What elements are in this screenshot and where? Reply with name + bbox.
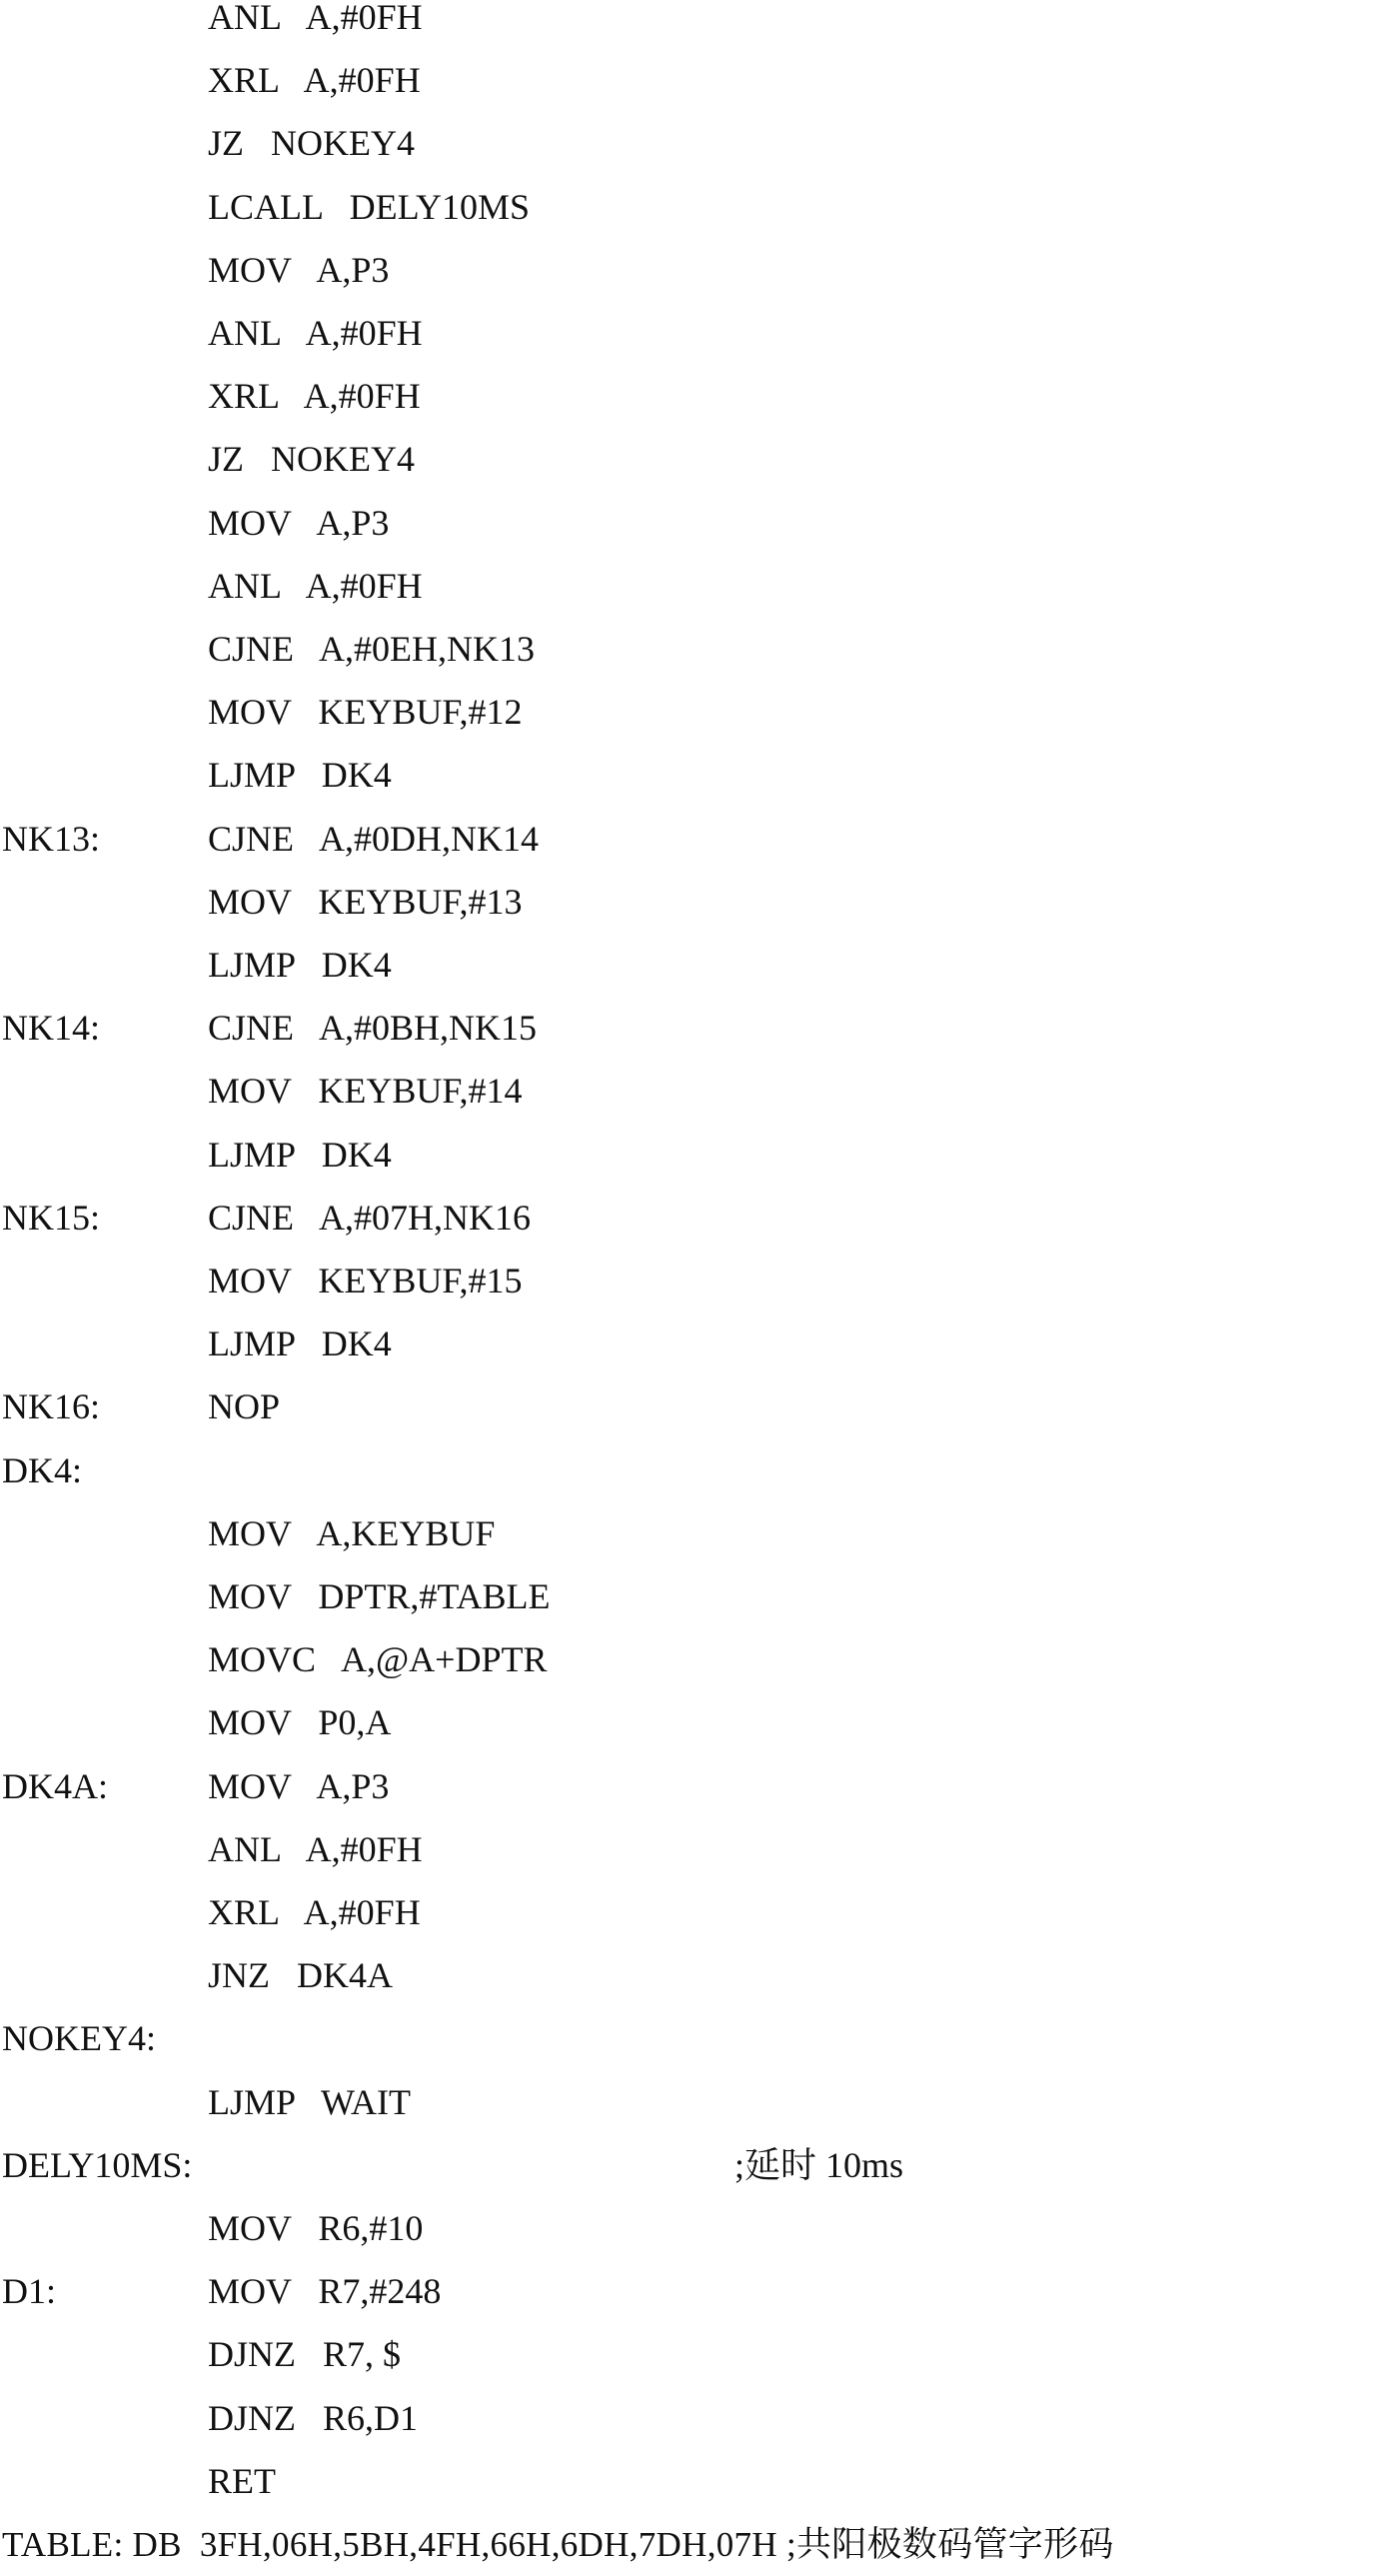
code-line <box>0 2260 1383 2323</box>
code-instruction: MOV A,P3 <box>208 502 390 543</box>
code-line <box>0 302 1383 365</box>
code-label: NK15: <box>2 1197 100 1238</box>
code-instruction: LJMP DK4 <box>208 1134 392 1175</box>
code-line <box>0 1502 1383 1565</box>
code-line <box>0 555 1383 618</box>
code-line <box>0 365 1383 428</box>
code-instruction: JZ NOKEY4 <box>208 439 415 480</box>
code-label: DELY10MS: <box>2 2144 193 2185</box>
code-line <box>0 2387 1383 2450</box>
code-line <box>0 1250 1383 1312</box>
code-line <box>0 997 1383 1060</box>
code-line <box>0 1944 1383 2007</box>
code-line <box>0 744 1383 807</box>
code-label: D1: <box>2 2271 56 2312</box>
code-label: DK4A: <box>2 1765 108 1806</box>
code-instruction: LJMP WAIT <box>208 2081 412 2122</box>
code-instruction: LJMP DK4 <box>208 755 392 796</box>
code-instruction: LJMP DK4 <box>208 1323 392 1364</box>
code-line <box>0 1375 1383 1438</box>
code-instruction: MOVC A,@A+DPTR <box>208 1639 548 1680</box>
code-line <box>0 1187 1383 1250</box>
code-label: DK4: <box>2 1449 82 1490</box>
code-instruction: ANL A,#0FH <box>208 1828 423 1869</box>
code-instruction: RET <box>208 2460 276 2501</box>
code-line <box>0 2450 1383 2513</box>
code-line <box>0 1691 1383 1754</box>
code-line <box>0 176 1383 239</box>
code-line <box>0 239 1383 302</box>
code-label: NK16: <box>2 1386 100 1427</box>
code-line <box>0 1755 1383 1818</box>
code-instruction: MOV A,P3 <box>208 249 390 290</box>
code-instruction: CJNE A,#07H,NK16 <box>208 1197 532 1238</box>
code-instruction: CJNE A,#0BH,NK15 <box>208 1008 538 1049</box>
code-label: NK14: <box>2 1008 100 1049</box>
code-line <box>0 1818 1383 1881</box>
code-instruction: XRL A,#0FH <box>208 376 421 417</box>
code-instruction: MOV R7,#248 <box>208 2271 442 2312</box>
code-instruction: MOV KEYBUF,#15 <box>208 1261 523 1300</box>
code-line <box>0 112 1383 175</box>
code-instruction: MOV KEYBUF,#12 <box>208 692 523 733</box>
code-instruction: MOV KEYBUF,#13 <box>208 881 523 922</box>
code-line <box>0 49 1383 112</box>
code-line <box>0 1124 1383 1187</box>
code-label: TABLE: DB 3FH,06H,5BH,4FH,66H,6DH,7DH,07H ;共阳极数码管字形码 <box>2 2525 1114 2564</box>
code-instruction: LJMP DK4 <box>208 945 392 985</box>
code-instruction: DJNZ R7, $ <box>208 2334 402 2375</box>
code-line <box>0 1439 1383 1502</box>
code-instruction: NOP <box>208 1386 281 1427</box>
code-instruction: ANL A,#0FH <box>208 313 423 353</box>
code-instruction: MOV A,P3 <box>208 1765 390 1806</box>
code-instruction: MOV KEYBUF,#14 <box>208 1071 523 1112</box>
code-instruction: XRL A,#0FH <box>208 60 421 101</box>
code-line <box>0 1565 1383 1628</box>
code-instruction: MOV DPTR,#TABLE <box>208 1576 551 1616</box>
code-line <box>0 0 1383 49</box>
code-line <box>0 1060 1383 1123</box>
code-line <box>0 492 1383 555</box>
code-line <box>0 1312 1383 1375</box>
code-instruction: ANL A,#0FH <box>208 565 423 606</box>
code-line <box>0 871 1383 934</box>
code-line <box>0 428 1383 491</box>
code-instruction: MOV R6,#10 <box>208 2208 424 2248</box>
code-line <box>0 2007 1383 2070</box>
code-line <box>0 2197 1383 2260</box>
code-instruction: DJNZ R6,D1 <box>208 2397 419 2438</box>
code-line <box>0 2513 1383 2576</box>
code-line <box>0 618 1383 681</box>
code-line <box>0 934 1383 997</box>
code-instruction: LCALL DELY10MS <box>208 186 531 227</box>
code-instruction: ANL A,#0FH <box>208 0 423 37</box>
code-line <box>0 2323 1383 2386</box>
code-line <box>0 681 1383 744</box>
code-line <box>0 2071 1383 2134</box>
code-instruction: CJNE A,#0EH,NK13 <box>208 629 536 669</box>
code-label: NK13: <box>2 818 100 859</box>
code-instruction: CJNE A,#0DH,NK14 <box>208 818 540 859</box>
code-instruction: JNZ DK4A <box>208 1955 393 1996</box>
code-comment: ;延时 10ms <box>734 2144 904 2185</box>
code-label: NOKEY4: <box>2 2018 156 2059</box>
code-line <box>0 1628 1383 1691</box>
code-instruction: MOV P0,A <box>208 1702 392 1743</box>
code-instruction: JZ NOKEY4 <box>208 123 415 164</box>
code-line <box>0 808 1383 871</box>
code-instruction: XRL A,#0FH <box>208 1892 421 1932</box>
code-line <box>0 2134 1383 2197</box>
code-line <box>0 1881 1383 1944</box>
code-instruction: MOV A,KEYBUF <box>208 1512 496 1553</box>
